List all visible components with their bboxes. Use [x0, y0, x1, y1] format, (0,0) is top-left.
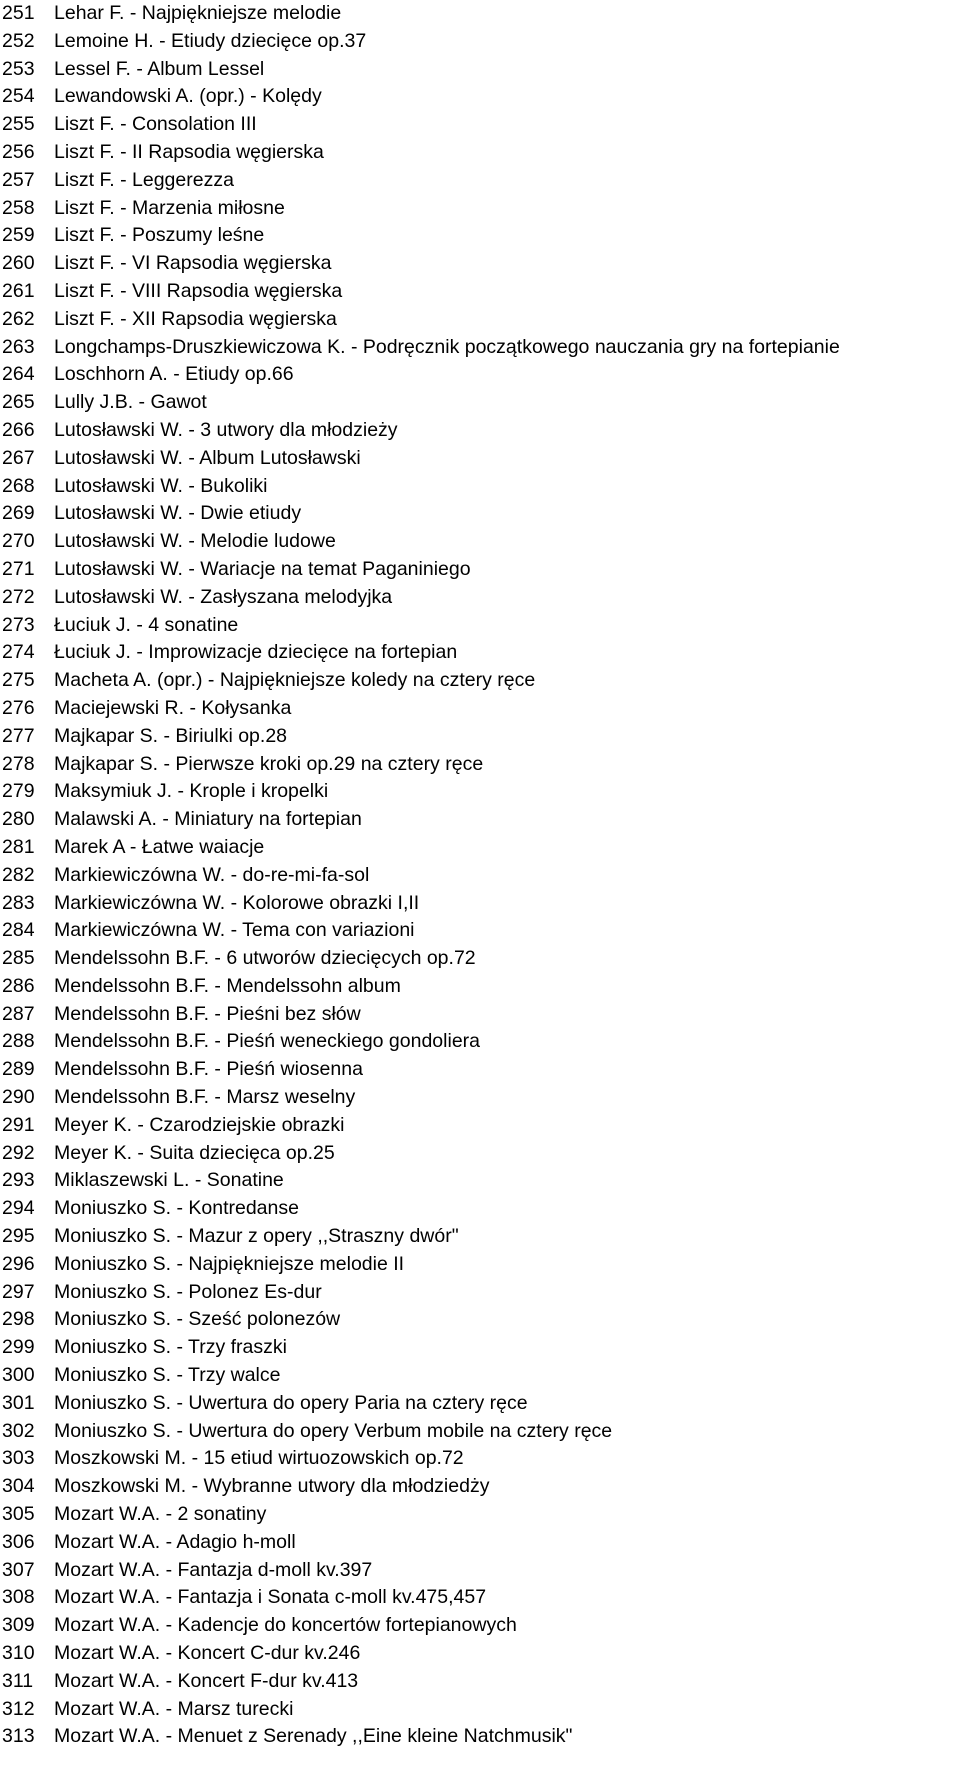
entry-number: 269: [2, 502, 35, 525]
list-item: [0, 528, 960, 556]
list-item: [0, 1279, 960, 1307]
entry-title: Maciejewski R. - Kołysanka: [54, 696, 292, 719]
entry-number: 296: [2, 1252, 35, 1275]
list-item: [0, 1612, 960, 1640]
entry-number: 276: [2, 696, 35, 719]
entry-number: 304: [2, 1475, 35, 1498]
entry-number: 302: [2, 1419, 35, 1442]
list-item: [0, 1167, 960, 1195]
entry-title: Mozart W.A. - Koncert C-dur kv.246: [54, 1642, 361, 1665]
entry-number: 283: [2, 891, 35, 914]
list-item: [0, 612, 960, 640]
entry-title: Liszt F. - Consolation III: [54, 113, 257, 136]
list-item: [0, 1668, 960, 1696]
entry-number: 298: [2, 1308, 35, 1331]
entry-number: 251: [2, 2, 35, 24]
list-item: [0, 1584, 960, 1612]
list-item: [0, 945, 960, 973]
list-item: [0, 417, 960, 445]
entry-number: 286: [2, 974, 35, 997]
entry-title: Lutosławski W. - Melodie ludowe: [54, 530, 336, 553]
list-item: [0, 1640, 960, 1668]
entry-title: Marek A - Łatwe waiacje: [54, 835, 265, 858]
entry-title: Markiewiczówna W. - Kolorowe obrazki I,II: [54, 891, 420, 914]
entry-title: Mendelssohn B.F. - Pieśń wiosenna: [54, 1058, 363, 1081]
entry-title: Lehar F. - Najpiękniejsze melodie: [54, 2, 342, 24]
entry-number: 259: [2, 224, 35, 247]
list-item: [0, 1418, 960, 1446]
entry-title: Łuciuk J. - 4 sonatine: [54, 613, 239, 636]
list-item: [0, 1501, 960, 1529]
entry-number: 267: [2, 446, 35, 469]
entry-number: 265: [2, 391, 35, 414]
entry-title: Mendelssohn B.F. - Mendelssohn album: [54, 974, 401, 997]
list-item: [0, 1112, 960, 1140]
entry-number: 295: [2, 1225, 35, 1248]
entry-title: Meyer K. - Czarodziejskie obrazki: [54, 1113, 345, 1136]
entry-number: 273: [2, 613, 35, 636]
entry-number: 275: [2, 669, 35, 692]
entry-title: Maksymiuk J. - Krople i kropelki: [54, 780, 329, 803]
entry-number: 291: [2, 1113, 35, 1136]
entry-title: Liszt F. - Poszumy leśne: [54, 224, 265, 247]
list-item: [0, 1362, 960, 1390]
list-item: [0, 1334, 960, 1362]
entry-number: 284: [2, 919, 35, 942]
entry-title: Lully J.B. - Gawot: [54, 391, 207, 414]
entry-title: Markiewiczówna W. - Tema con variazioni: [54, 919, 415, 942]
entry-title: Moniuszko S. - Uwertura do opery Paria na cztery ręce: [54, 1391, 528, 1414]
list-item: [0, 806, 960, 834]
list-item: [0, 167, 960, 195]
entry-title: Lessel F. - Album Lessel: [54, 57, 265, 80]
entry-title: Liszt F. - Leggerezza: [54, 168, 234, 191]
entry-number: 263: [2, 335, 35, 358]
entry-number: 256: [2, 140, 35, 163]
list-item: [0, 1306, 960, 1334]
entry-title: Lutosławski W. - Dwie etiudy: [54, 502, 302, 525]
entry-title: Mozart W.A. - Fantazja d-moll kv.397: [54, 1558, 373, 1581]
list-item: [0, 83, 960, 111]
entry-title: Moniuszko S. - Uwertura do opery Verbum mobile na cztery ręce: [54, 1419, 613, 1442]
entry-number: 281: [2, 835, 35, 858]
entry-title: Moniuszko S. - Trzy walce: [54, 1364, 281, 1387]
list-item: [0, 751, 960, 779]
entry-title: Lutosławski W. - Bukoliki: [54, 474, 268, 497]
entry-number: 294: [2, 1197, 35, 1220]
entry-number: 268: [2, 474, 35, 497]
list-item: [0, 1195, 960, 1223]
entry-title: Moniuszko S. - Mazur z opery ,,Straszny dwór": [54, 1225, 459, 1248]
entry-number: 264: [2, 363, 35, 386]
list-item: [0, 890, 960, 918]
list-item: [0, 1473, 960, 1501]
list-item: [0, 111, 960, 139]
entry-title: Meyer K. - Suita dziecięca op.25: [54, 1141, 335, 1164]
list-item: [0, 1390, 960, 1418]
list-item: [0, 1445, 960, 1473]
list-item: [0, 334, 960, 362]
list-item: [0, 1529, 960, 1557]
entry-title: Majkapar S. - Pierwsze kroki op.29 na cztery ręce: [54, 752, 484, 775]
list-item: [0, 445, 960, 473]
entry-number: 306: [2, 1530, 35, 1553]
entry-title: Longchamps-Druszkiewiczowa K. - Podręcznik początkowego nauczania gry na fortepianie: [54, 335, 840, 358]
list-item: [0, 1001, 960, 1029]
list-item: [0, 1696, 960, 1724]
entry-number: 285: [2, 947, 35, 970]
list-item: [0, 0, 960, 28]
entry-number: 279: [2, 780, 35, 803]
list-item: [0, 195, 960, 223]
list-item: [0, 778, 960, 806]
entry-title: Moniuszko S. - Kontredanse: [54, 1197, 299, 1220]
entry-number: 293: [2, 1169, 35, 1192]
entry-title: Miklaszewski L. - Sonatine: [54, 1169, 284, 1192]
list-item: [0, 834, 960, 862]
entry-title: Lemoine H. - Etiudy dziecięce op.37: [54, 29, 367, 52]
entry-title: Liszt F. - Marzenia miłosne: [54, 196, 285, 219]
entry-number: 292: [2, 1141, 35, 1164]
entry-title: Mendelssohn B.F. - Pieśni bez słów: [54, 1002, 361, 1025]
entry-number: 277: [2, 724, 35, 747]
list-item: [0, 917, 960, 945]
list-item: [0, 278, 960, 306]
list-item: [0, 28, 960, 56]
entry-title: Moszkowski M. - Wybranne utwory dla młodziedży: [54, 1475, 490, 1498]
entry-number: 266: [2, 418, 35, 441]
entry-number: 301: [2, 1391, 35, 1414]
entry-title: Loschhorn A. - Etiudy op.66: [54, 363, 294, 386]
entry-title: Mozart W.A. - 2 sonatiny: [54, 1503, 267, 1526]
entry-number: 258: [2, 196, 35, 219]
entry-number: 310: [2, 1642, 35, 1665]
entry-title: Mendelssohn B.F. - Pieśń weneckiego gondoliera: [54, 1030, 481, 1053]
list-item: [0, 973, 960, 1001]
list-item: [0, 361, 960, 389]
entry-title: Lutosławski W. - Album Lutosławski: [54, 446, 361, 469]
list-item: [0, 1140, 960, 1168]
entry-title: Malawski A. - Miniatury na fortepian: [54, 808, 362, 831]
entry-number: 289: [2, 1058, 35, 1081]
list-item: [0, 695, 960, 723]
entry-number: 272: [2, 585, 35, 608]
list-item: [0, 639, 960, 667]
list-item: [0, 1557, 960, 1585]
entry-number: 311: [2, 1669, 34, 1692]
entry-title: Lutosławski W. - 3 utwory dla młodzieży: [54, 418, 398, 441]
list-item: [0, 584, 960, 612]
entry-title: Mozart W.A. - Menuet z Serenady ,,Eine kleine Natchmusik": [54, 1725, 573, 1748]
entry-title: Liszt F. - II Rapsodia węgierska: [54, 140, 324, 163]
entry-number: 274: [2, 641, 35, 664]
list-item: [0, 500, 960, 528]
entry-number: 307: [2, 1558, 35, 1581]
entry-number: 271: [2, 557, 35, 580]
entry-title: Lewandowski A. (opr.) - Kolędy: [54, 85, 322, 108]
entry-title: Lutosławski W. - Zasłyszana melodyjka: [54, 585, 393, 608]
entry-number: 308: [2, 1586, 35, 1609]
list-item: [0, 1084, 960, 1112]
entry-number: 288: [2, 1030, 35, 1053]
list-item: [0, 473, 960, 501]
list-item: [0, 862, 960, 890]
entry-number: 260: [2, 252, 35, 275]
entry-number: 253: [2, 57, 35, 80]
entry-number: 309: [2, 1614, 35, 1637]
list-item: [0, 667, 960, 695]
entry-title: Markiewiczówna W. - do-re-mi-fa-sol: [54, 863, 370, 886]
entry-number: 305: [2, 1503, 35, 1526]
list-item: [0, 306, 960, 334]
list-item: [0, 250, 960, 278]
entry-title: Moszkowski M. - 15 etiud wirtuozowskich op.72: [54, 1447, 464, 1470]
entry-number: 280: [2, 808, 35, 831]
entry-title: Moniuszko S. - Najpiękniejsze melodie II: [54, 1252, 405, 1275]
list-item: [0, 556, 960, 584]
entry-title: Lutosławski W. - Wariacje na temat Paganiniego: [54, 557, 471, 580]
entry-title: Moniuszko S. - Sześć polonezów: [54, 1308, 341, 1331]
list-item: [0, 1251, 960, 1279]
entry-title: Mendelssohn B.F. - Marsz weselny: [54, 1086, 356, 1109]
entry-number: 313: [2, 1725, 35, 1748]
entry-number: 278: [2, 752, 35, 775]
entry-title: Macheta A. (opr.) - Najpiękniejsze koledy na cztery ręce: [54, 669, 536, 692]
entry-title: Mozart W.A. - Fantazja i Sonata c-moll kv.475,457: [54, 1586, 487, 1609]
list-item: [0, 723, 960, 751]
entry-number: 282: [2, 863, 35, 886]
entry-title: Mendelssohn B.F. - 6 utworów dziecięcych op.72: [54, 947, 476, 970]
list-item: [0, 222, 960, 250]
entry-number: 303: [2, 1447, 35, 1470]
entry-title: Liszt F. - XII Rapsodia węgierska: [54, 307, 337, 330]
entry-number: 290: [2, 1086, 35, 1109]
entry-number: 257: [2, 168, 35, 191]
entry-number: 287: [2, 1002, 35, 1025]
entry-title: Łuciuk J. - Improwizacje dziecięce na fortepian: [54, 641, 458, 664]
entry-number: 297: [2, 1280, 35, 1303]
entry-title: Liszt F. - VI Rapsodia węgierska: [54, 252, 332, 275]
list-item: [0, 139, 960, 167]
entry-title: Mozart W.A. - Marsz turecki: [54, 1697, 294, 1720]
list-item: [0, 389, 960, 417]
entry-title: Mozart W.A. - Koncert F-dur kv.413: [54, 1669, 359, 1692]
entry-number: 299: [2, 1336, 35, 1359]
list-item: [0, 1028, 960, 1056]
entry-number: 270: [2, 530, 35, 553]
entry-title: Mozart W.A. - Kadencje do koncertów fortepianowych: [54, 1614, 517, 1637]
entry-number: 254: [2, 85, 35, 108]
entry-number: 312: [2, 1697, 35, 1720]
list-item: [0, 1223, 960, 1251]
list-item: [0, 56, 960, 84]
entry-number: 261: [2, 279, 35, 302]
entry-number: 262: [2, 307, 35, 330]
entry-title: Moniuszko S. - Polonez Es-dur: [54, 1280, 322, 1303]
entry-title: Liszt F. - VIII Rapsodia węgierska: [54, 279, 343, 302]
entry-title: Moniuszko S. - Trzy fraszki: [54, 1336, 287, 1359]
list-item: [0, 1056, 960, 1084]
entry-title: Majkapar S. - Biriulki op.28: [54, 724, 288, 747]
list-item: [0, 1723, 960, 1751]
entry-number: 300: [2, 1364, 35, 1387]
entry-number: 255: [2, 113, 35, 136]
entry-number: 252: [2, 29, 35, 52]
entry-title: Mozart W.A. - Adagio h-moll: [54, 1530, 296, 1553]
